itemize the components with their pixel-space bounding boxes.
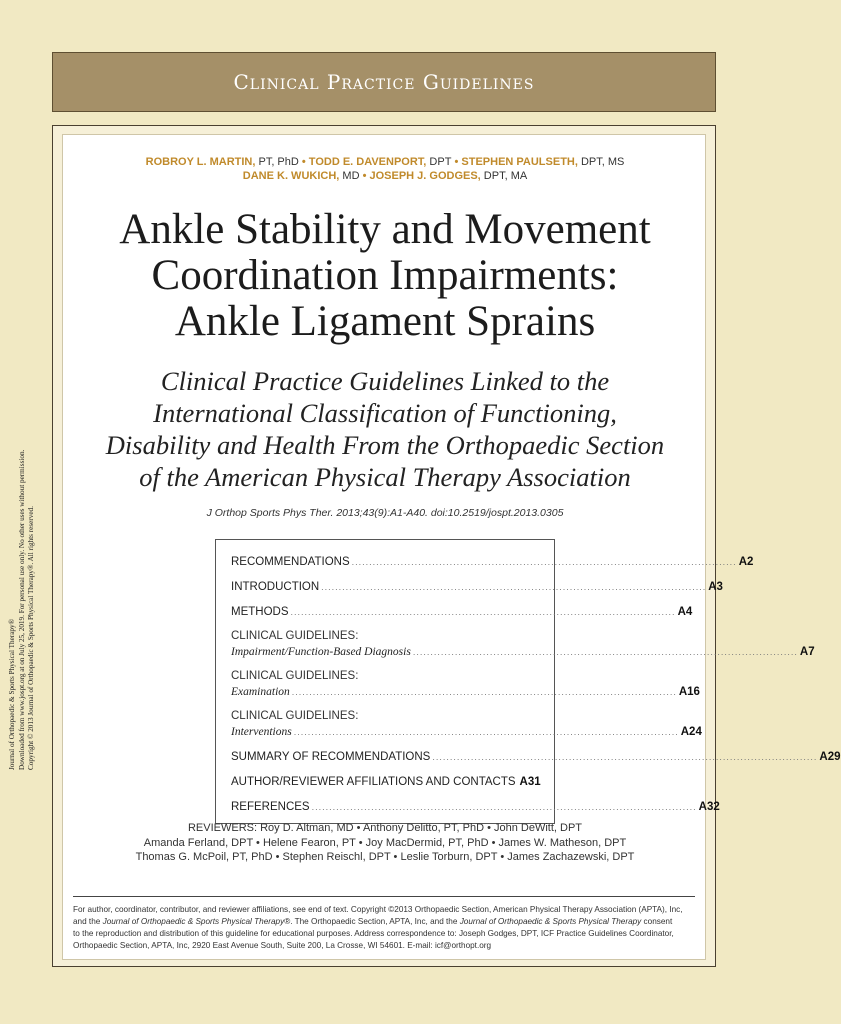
table-of-contents <box>215 539 841 824</box>
footer-text: . The Orthopaedic Section, APTA, Inc, and the <box>290 917 460 926</box>
copyright-footer <box>73 904 699 952</box>
toc-heading: CLINICAL GUIDELINES: <box>231 710 359 722</box>
subtitle-line-4: of the American Physical Therapy Association <box>139 462 631 492</box>
toc-page-number: A2 <box>738 556 754 568</box>
authors-line-2 <box>63 169 707 183</box>
citation: J Orthop Sports Phys Ther. 2013;43(9):A1-A40. doi:10.2519/jospt.2013.0305 <box>206 507 564 519</box>
toc-entry-summary[interactable] <box>231 749 841 765</box>
author-credentials: PT, PhD <box>255 156 299 168</box>
author-credentials: DPT, MS <box>577 156 625 168</box>
toc-page-number: A16 <box>678 686 700 698</box>
subtitle-line-1: Clinical Practice Guidelines Linked to the <box>160 366 610 396</box>
toc-entry-examination[interactable] <box>231 669 700 700</box>
toc-heading: CLINICAL GUIDELINES: <box>231 670 359 682</box>
toc-label: METHODS <box>231 606 289 618</box>
toc-leader-dots: .............................................................................................................. <box>293 727 679 737</box>
title-line-1: Ankle Stability and Movement <box>119 206 651 253</box>
content-panel <box>62 134 841 960</box>
title-line-3: Ankle Ligament Sprains <box>174 298 596 345</box>
footer-line-4: Orthopaedic Section, APTA, Inc, 2920 East Avenue South, Suite 200, La Crosse, WI 54601. E-mail: icf@orthopt.org <box>73 941 492 950</box>
reviewers-line-1: REVIEWERS: Roy D. Altman, MD • Anthony Delitto, PT, PhD • John DeWitt, DPT <box>187 822 583 834</box>
toc-label: Examination <box>231 686 290 698</box>
author-separator: • <box>359 170 370 182</box>
author-name: ROBROY L. MARTIN, <box>145 156 256 168</box>
subtitle-line-3: Disability and Health From the Orthopaedic Section <box>105 430 665 460</box>
article-title <box>63 207 707 345</box>
toc-entry-introduction[interactable] <box>231 579 723 595</box>
author-credentials: MD <box>339 170 360 182</box>
toc-entry-diagnosis[interactable] <box>231 629 815 660</box>
author-name: DANE K. WUKICH, <box>242 170 340 182</box>
author-credentials: DPT, MA <box>480 170 528 182</box>
reviewers-line-2: Amanda Ferland, DPT • Helene Fearon, PT • Joy MacDermid, PT, PhD • James W. Matheson, DPT <box>143 836 627 849</box>
footer-divider <box>73 896 695 897</box>
journal-name: Journal of Orthopaedic & Sports Physical Therapy <box>459 917 642 926</box>
author-name: STEPHEN PAULSETH, <box>461 156 578 168</box>
banner-title: Clinical Practice Guidelines <box>233 70 535 94</box>
subtitle-line-2: International Classification of Functioning, <box>153 398 617 428</box>
toc-label: Impairment/Function-Based Diagnosis <box>231 646 411 658</box>
header-banner <box>52 52 716 112</box>
toc-label: RECOMMENDATIONS <box>231 556 350 568</box>
toc-page-number: A3 <box>708 581 723 593</box>
author-name: JOSEPH J. GODGES, <box>369 170 481 182</box>
download-notice-line-1: Journal of Orthopaedic & Sports Physical Therapy® <box>8 618 16 770</box>
toc-entry-recommendations[interactable] <box>231 554 754 570</box>
toc-page-number: A32 <box>698 801 720 813</box>
article-subtitle <box>63 365 707 493</box>
title-line-2: Coordination Impairments: <box>151 252 619 299</box>
toc-leader-dots: .............................................................................................................. <box>290 607 676 617</box>
footer-line-1: For author, coordinator, contributor, and reviewer affiliations, see end of text. Copyright ©2013 Orthopaedic Section, American Physical Therapy Association (APTA), Inc, <box>73 905 683 914</box>
download-notice-line-2: Downloaded from www.jospt.org at on July 25, 2019. For personal use only. No other uses without permission. <box>17 449 26 770</box>
download-notice-line-3: Copyright © 2013 Journal of Orthopaedic & Sports Physical Therapy®. All rights reserved. <box>27 506 35 770</box>
author-credentials: DPT <box>426 156 452 168</box>
reviewers <box>63 821 707 865</box>
author-name: TODD E. DAVENPORT, <box>308 156 427 168</box>
toc-leader-dots: .............................................................................................................. <box>351 557 737 567</box>
toc-leader-dots: .............................................................................................................. <box>321 582 707 592</box>
toc-page-number: A4 <box>677 606 693 618</box>
footer-text: and the <box>73 917 103 926</box>
author-separator: • <box>451 156 462 168</box>
toc-label: AUTHOR/REVIEWER AFFILIATIONS AND CONTACTS <box>231 776 516 788</box>
footer-line-2 <box>73 916 699 928</box>
toc-entry-affiliations[interactable] <box>231 774 540 790</box>
toc-page-number: A31 <box>519 776 541 788</box>
toc-heading: CLINICAL GUIDELINES: <box>231 630 359 642</box>
toc-leader-dots: .............................................................................................................. <box>432 752 818 762</box>
toc-leader-dots: .............................................................................................................. <box>291 687 677 697</box>
authors-line-1 <box>63 155 707 169</box>
toc-leader-dots: .............................................................................................................. <box>412 647 798 657</box>
toc-label: REFERENCES <box>231 801 310 813</box>
toc-leader-dots: .............................................................................................................. <box>311 802 697 812</box>
toc-label: SUMMARY OF RECOMMENDATIONS <box>231 751 431 763</box>
toc-entry-references[interactable] <box>231 799 720 815</box>
footer-text: consent <box>641 917 673 926</box>
toc-label: INTRODUCTION <box>231 581 320 593</box>
toc-entry-methods[interactable] <box>231 604 693 620</box>
toc-page-number: A24 <box>680 726 702 738</box>
toc-page-number: A7 <box>799 646 815 658</box>
toc-entry-interventions[interactable] <box>231 709 702 740</box>
toc-label: Interventions <box>231 726 292 738</box>
download-notice <box>8 450 37 770</box>
footer-line-3: to the reproduction and distribution of this guideline for educational purposes. Address correspondence to: Joseph Godges, DPT, ICF Practice Guidelines Coordinator, <box>73 929 674 938</box>
reviewers-line-3: Thomas G. McPoil, PT, PhD • Stephen Reischl, DPT • Leslie Torburn, DPT • James Zachazewski, DPT <box>135 851 635 863</box>
journal-name: Journal of Orthopaedic & Sports Physical Therapy® <box>102 917 291 926</box>
toc-page-number: A29 <box>819 751 841 763</box>
author-separator: • <box>298 156 309 168</box>
